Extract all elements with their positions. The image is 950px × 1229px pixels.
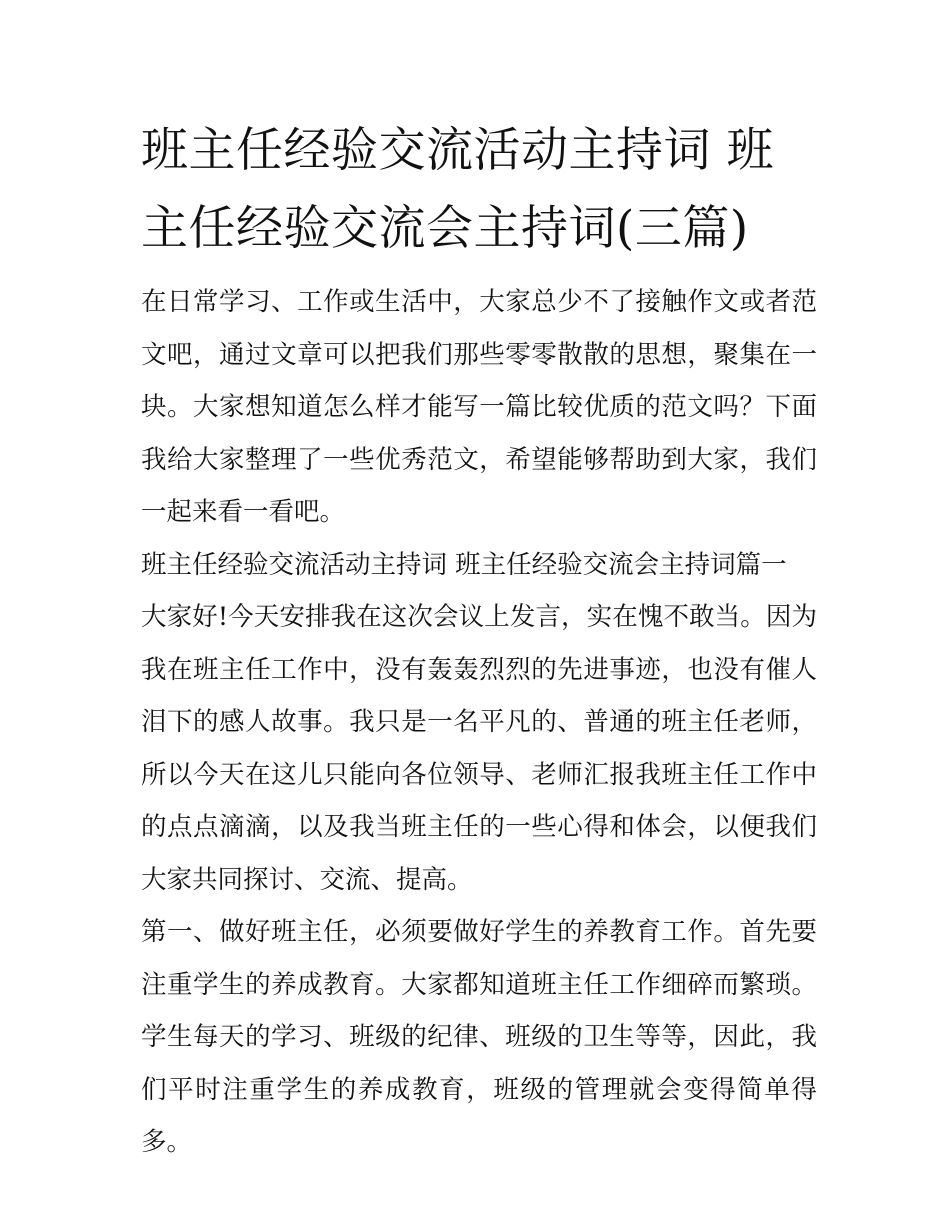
intro-paragraph: 在日常学习、工作或生活中，大家总少不了接触作文或者范文吧，通过文章可以把我们那些零零散散的思想，聚集在一块。大家想知道怎么样才能写一篇比较优质的范文吗？下面我给大家整理了一些优秀范文，希望能够帮助到大家，我们一起来看一看吧。 bbox=[141, 287, 817, 527]
document-title: 班主任经验交流活动主持词 班主任经验交流会主持词(三篇) bbox=[141, 123, 774, 256]
speech-paragraph: 大家好!今天安排我在这次会议上发言，实在愧不敢当。因为我在班主任工作中，没有轰轰烈烈的先进事迹，也没有催人泪下的感人故事。我只是一名平凡的、普通的班主任老师，所以今天在这儿只能向各位领导、老师汇报我班主任工作中的点点滴滴，以及我当班主任的一些心得和体会，以便我们大家共同探讨、交流、提高。 bbox=[141, 602, 817, 895]
document-body bbox=[141, 276, 817, 1169]
point-one-paragraph: 第一、做好班主任，必须要做好学生的养教育工作。首先要注重学生的养成教育。大家都知道班主任工作细碎而繁琐。学生每天的学习、班级的纪律、班级的卫生等等，因此，我们平时注重学生的养成教育，班级的管理就会变得简单得多。 bbox=[141, 917, 817, 1157]
section-heading: 班主任经验交流活动主持词 班主任经验交流会主持词篇一 bbox=[141, 549, 787, 580]
document-page bbox=[141, 112, 817, 1169]
